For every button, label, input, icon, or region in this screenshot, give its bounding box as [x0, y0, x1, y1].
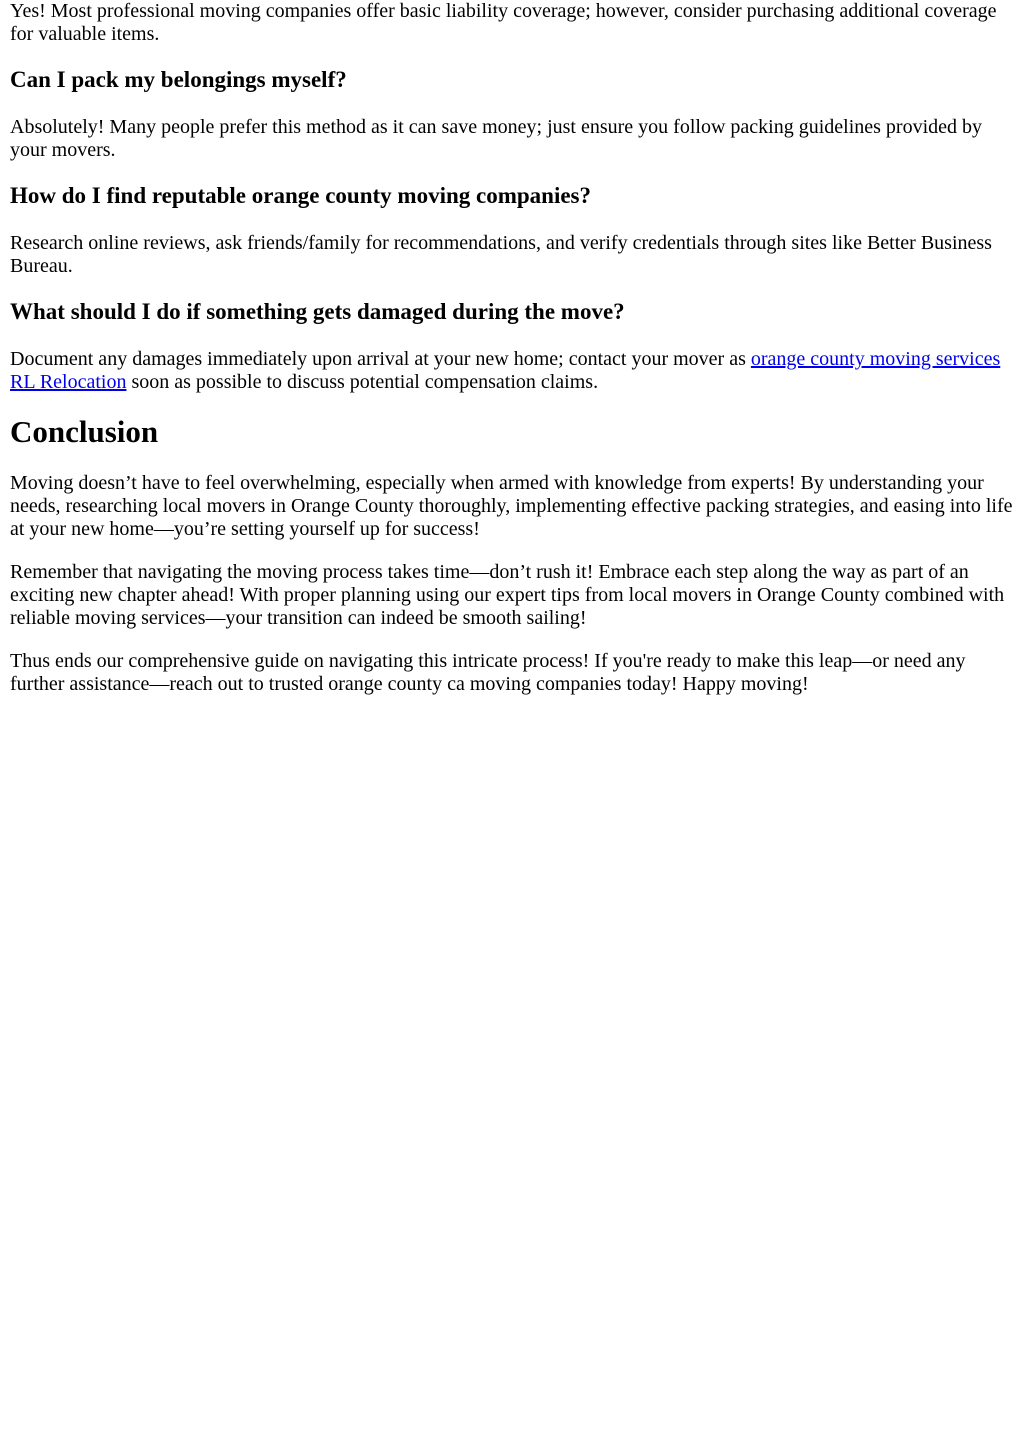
conclusion-heading: Conclusion	[10, 414, 159, 449]
article-body	[0, 0, 1024, 696]
conclusion-paragraph-2: Remember that navigating the moving process takes time—don’t rush it! Embrace each step along the way as part of an exciting new chapter ahead! With proper planning using our expert tips from local movers in Orange County combined with reliable moving services—your transition can indeed be smooth sailing!	[10, 561, 1005, 629]
faq-question-find-reputable: How do I find reputable orange county moving companies?	[10, 183, 592, 208]
rl-relocation-link[interactable]: orange county moving services RL Relocation	[10, 348, 1001, 393]
faq-question-damage: What should I do if something gets damaged during the move?	[10, 299, 625, 324]
conclusion-paragraph-1: Moving doesn’t have to feel overwhelming, especially when armed with knowledge from experts! By understanding your needs, researching local movers in Orange County thoroughly, implementing effective packing strategies, and easing into life at your new home—you’re setting yourself up for success!	[10, 472, 1013, 540]
faq-answer-damage-before: Document any damages immediately upon arrival at your new home; contact your mover as	[10, 348, 751, 370]
faq-answer-insurance: Yes! Most professional moving companies offer basic liability coverage; however, consider purchasing additional coverage for valuable items.	[10, 0, 997, 45]
faq-answer-pack-self: Absolutely! Many people prefer this method as it can save money; just ensure you follow packing guidelines provided by your movers.	[10, 116, 983, 161]
conclusion-paragraph-3: Thus ends our comprehensive guide on navigating this intricate process! If you're ready to make this leap—or need any further assistance—reach out to trusted orange county ca moving companies today! Happy moving!	[10, 650, 966, 695]
faq-answer-damage	[10, 348, 1014, 394]
faq-answer-damage-after: soon as possible to discuss potential compensation claims.	[126, 371, 599, 393]
faq-question-pack-self: Can I pack my belongings myself?	[10, 67, 347, 92]
faq-answer-find-reputable: Research online reviews, ask friends/family for recommendations, and verify credentials through sites like Better Business Bureau.	[10, 232, 992, 277]
